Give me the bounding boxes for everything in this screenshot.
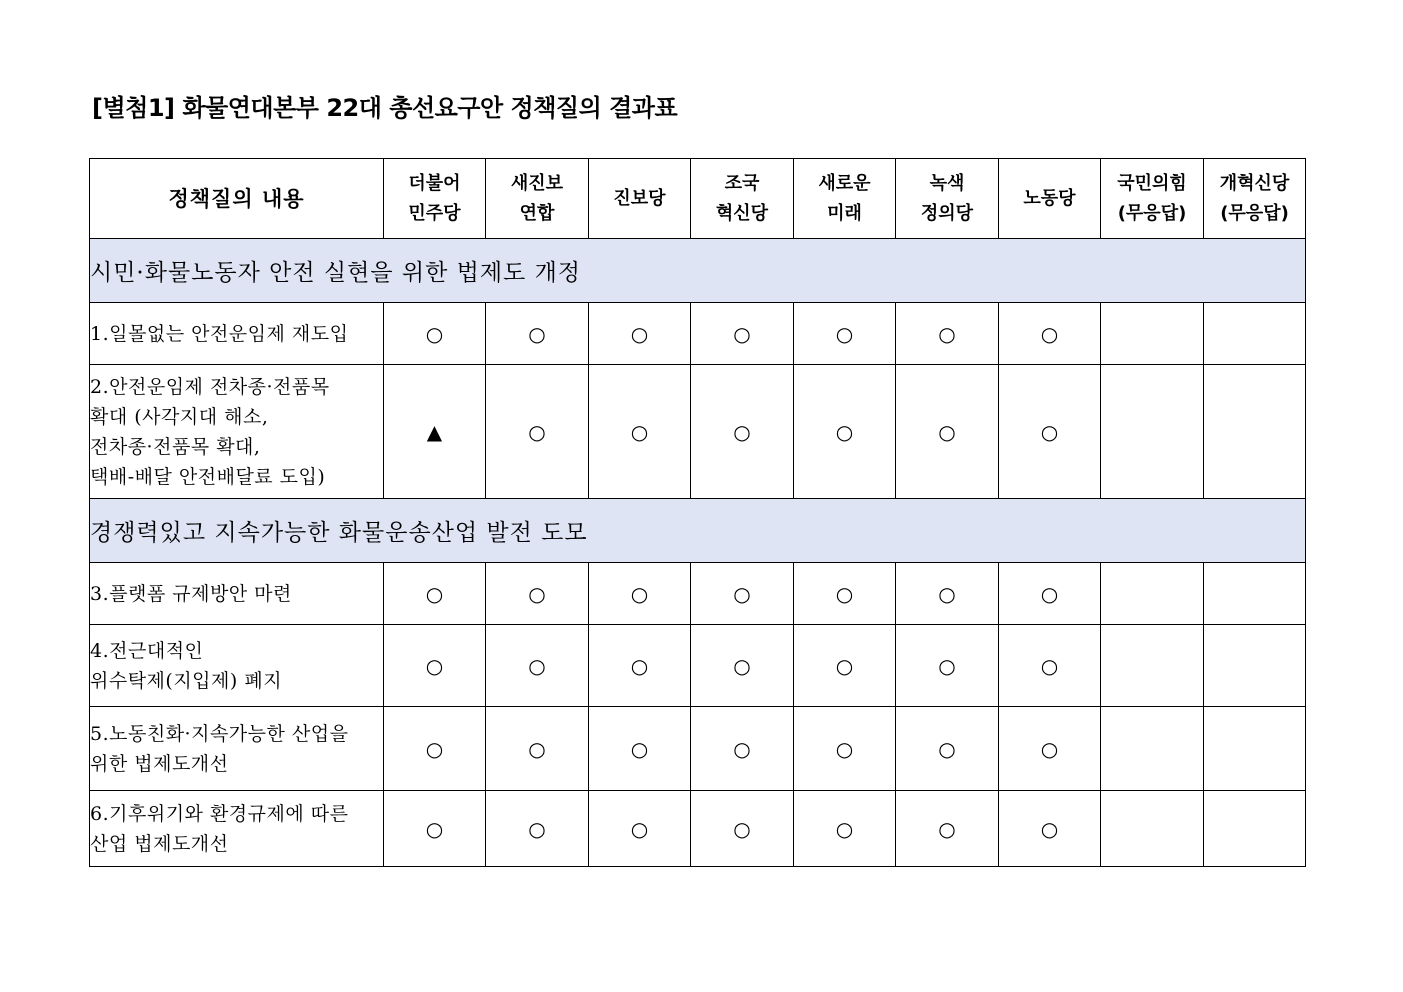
party-column-header [999,159,1101,239]
agree-mark: ○ [589,303,691,365]
agree-mark: ○ [384,707,486,791]
party-name-line: 새로운 [818,172,871,194]
party-name-line: 민주당 [408,202,461,224]
empty-mark-cell [1101,791,1204,867]
agree-mark: ○ [896,563,999,625]
party-column-header [691,159,794,239]
policy-item-row [90,563,1306,625]
policy-item-row [90,791,1306,867]
empty-mark-cell [1204,707,1306,791]
party-name-line: 새진보 [510,172,564,194]
agree-mark: ○ [794,303,896,365]
agree-mark: ○ [999,625,1101,707]
agree-mark: ○ [794,563,896,625]
policy-item-line: 3.플랫폼 규제방안 마련 [90,582,292,605]
agree-mark: ○ [691,563,794,625]
party-name-line: (무응답) [1117,202,1187,224]
partial-agree-mark: ▲ [384,365,486,499]
agree-mark: ○ [896,365,999,499]
agree-mark: ○ [999,791,1101,867]
section-title: 시민·화물노동자 안전 실현을 위한 법제도 개정 [90,239,1306,303]
policy-result-table [89,158,1306,867]
party-name-line: 정의당 [920,202,974,224]
party-column-header [794,159,896,239]
party-column-header [1101,159,1204,239]
section-row [90,239,1306,303]
agree-mark: ○ [486,563,589,625]
content-column-header: 정책질의 내용 [90,159,384,239]
policy-item-row [90,303,1306,365]
party-name-line: 연합 [519,202,555,224]
party-column-header [589,159,691,239]
party-column-header [384,159,486,239]
agree-mark: ○ [691,625,794,707]
agree-mark: ○ [589,563,691,625]
agree-mark: ○ [589,707,691,791]
policy-item-text [90,365,384,499]
table-header-row [90,159,1306,239]
agree-mark: ○ [384,303,486,365]
empty-mark-cell [1204,625,1306,707]
policy-item-text [90,563,384,625]
agree-mark: ○ [486,365,589,499]
empty-mark-cell [1101,303,1204,365]
agree-mark: ○ [691,707,794,791]
agree-mark: ○ [384,563,486,625]
policy-item-line: 전차종·전품목 확대, [90,435,261,458]
policy-item-line: 1.일몰없는 안전운임제 재도입 [90,322,349,345]
party-name-line: 미래 [827,202,862,224]
party-name-line: 개혁신당 [1219,172,1290,194]
policy-item-line: 택배-배달 안전배달료 도입) [90,465,326,488]
agree-mark: ○ [384,625,486,707]
empty-mark-cell [1101,625,1204,707]
policy-item-text [90,625,384,707]
section-title: 경쟁력있고 지속가능한 화물운송산업 발전 도모 [90,499,1306,563]
party-name-line: 국민의힘 [1117,172,1187,194]
policy-item-line: 산업 법제도개선 [90,832,229,855]
agree-mark: ○ [999,707,1101,791]
agree-mark: ○ [794,707,896,791]
party-name-line: 진보당 [613,187,666,209]
policy-item-line: 5.노동친화·지속가능한 산업을 [90,722,349,745]
agree-mark: ○ [486,707,589,791]
agree-mark: ○ [896,791,999,867]
agree-mark: ○ [896,625,999,707]
policy-item-line: 6.기후위기와 환경규제에 따른 [90,802,349,825]
party-column-header [896,159,999,239]
agree-mark: ○ [691,791,794,867]
policy-item-line: 확대 (사각지대 해소, [90,405,269,428]
empty-mark-cell [1101,563,1204,625]
agree-mark: ○ [691,303,794,365]
agree-mark: ○ [486,791,589,867]
policy-item-row [90,365,1306,499]
empty-mark-cell [1204,791,1306,867]
empty-mark-cell [1101,365,1204,499]
agree-mark: ○ [794,365,896,499]
policy-item-line: 위수탁제(지입제) 폐지 [90,669,283,692]
policy-item-text [90,303,384,365]
party-name-line: 녹색 [929,172,965,194]
empty-mark-cell [1204,365,1306,499]
agree-mark: ○ [589,625,691,707]
party-name-line: (무응답) [1220,202,1289,224]
party-column-header [1204,159,1306,239]
party-name-line: 더불어 [408,172,461,194]
empty-mark-cell [1101,707,1204,791]
party-name-line: 혁신당 [715,202,769,224]
empty-mark-cell [1204,303,1306,365]
agree-mark: ○ [896,303,999,365]
agree-mark: ○ [999,365,1101,499]
party-column-header [486,159,589,239]
policy-item-row [90,625,1306,707]
agree-mark: ○ [999,303,1101,365]
agree-mark: ○ [384,791,486,867]
agree-mark: ○ [896,707,999,791]
policy-item-line: 위한 법제도개선 [90,752,229,775]
agree-mark: ○ [589,791,691,867]
agree-mark: ○ [691,365,794,499]
empty-mark-cell [1204,563,1306,625]
policy-item-line: 4.전근대적인 [90,639,204,662]
document-title: [별첨1] 화물연대본부 22대 총선요구안 정책질의 결과표 [92,94,678,122]
party-name-line: 노동당 [1023,187,1076,209]
party-name-line: 조국 [724,172,760,194]
policy-item-text [90,707,384,791]
section-row [90,499,1306,563]
agree-mark: ○ [486,303,589,365]
policy-item-line: 2.안전운임제 전차종·전품목 [90,375,330,398]
agree-mark: ○ [589,365,691,499]
policy-item-row [90,707,1306,791]
agree-mark: ○ [794,791,896,867]
policy-item-text [90,791,384,867]
agree-mark: ○ [486,625,589,707]
agree-mark: ○ [999,563,1101,625]
agree-mark: ○ [794,625,896,707]
